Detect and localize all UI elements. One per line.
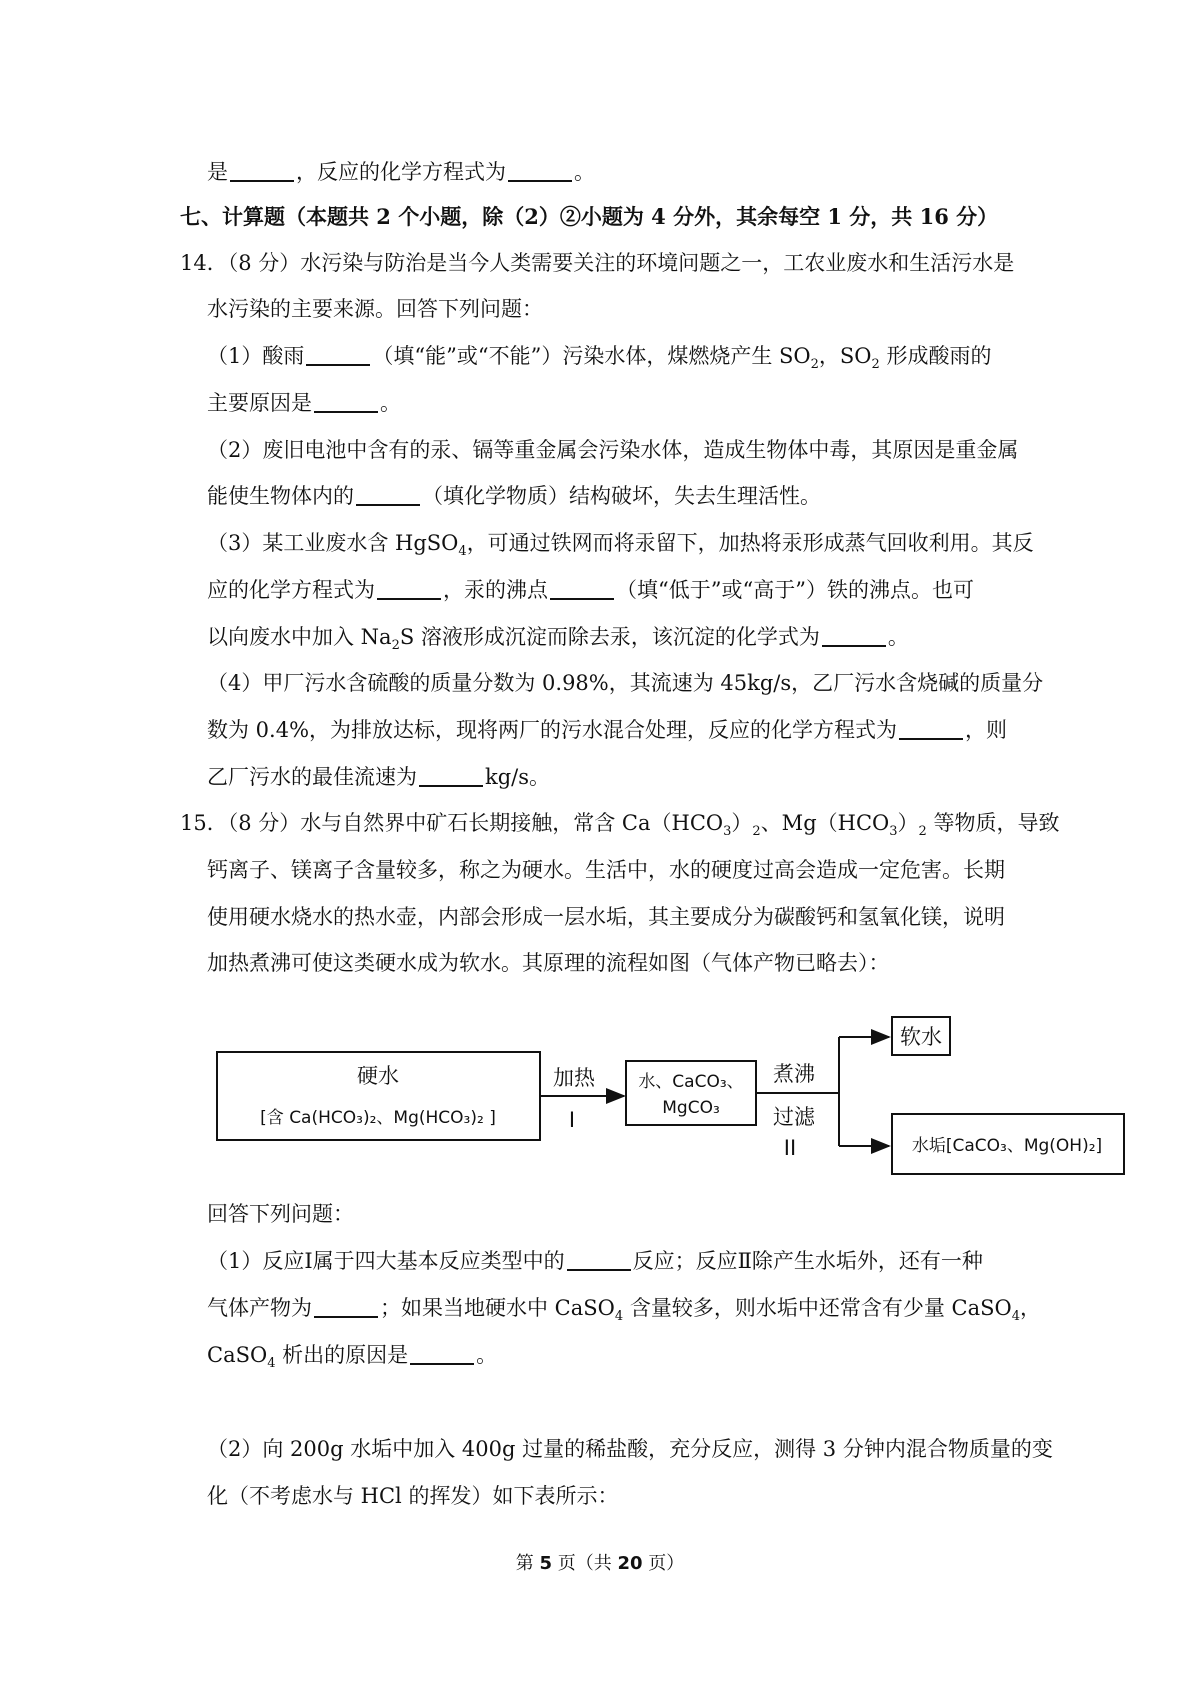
answer-blank <box>822 625 886 647</box>
text: 是 <box>207 160 228 184</box>
hard-water-box <box>217 1052 540 1140</box>
q15-intro-line2: 钙离子、镁离子含量较多，称之为硬水。生活中，水的硬度过高会造成一定危害。长期 <box>207 858 1005 882</box>
prev-question-tail <box>207 157 595 187</box>
q14-sub3-line3 <box>207 622 909 652</box>
q15-intro-line3: 使用硬水烧水的热水壶，内部会形成一层水垢，其主要成分为碳酸钙和氢氧化镁，说明 <box>207 905 1005 929</box>
q15-intro-line1 <box>180 808 1059 838</box>
q14-sub2-line1: （2）废旧电池中含有的汞、镉等重金属会污染水体，造成生物体中毒，其原因是重金属 <box>207 438 1019 462</box>
text: 。 <box>380 391 401 415</box>
subscript: 2 <box>752 824 761 839</box>
text: 、Mg（HCO <box>760 811 890 835</box>
answer-blank <box>377 578 441 600</box>
q14-sub2-line2 <box>207 481 821 511</box>
q14-sub1-line2 <box>207 388 401 418</box>
q15-sub1-line2 <box>207 1293 1041 1323</box>
text: 页（共 <box>552 1553 618 1574</box>
q15-answer-prompt: 回答下列问题： <box>207 1202 354 1226</box>
answer-blank <box>899 718 963 740</box>
answer-blank <box>314 391 378 413</box>
q15-sub1-line1 <box>207 1246 983 1276</box>
subscript: 4 <box>458 544 467 559</box>
text: ） <box>897 811 919 835</box>
text: 15．（8 分）水与自然界中矿石长期接触，常含 Ca（HCO <box>180 811 724 835</box>
q14-sub3-line2 <box>207 575 974 605</box>
subscript: 3 <box>889 824 898 839</box>
reaction-ii-label: II <box>783 1136 797 1160</box>
text: 气体产物为 <box>207 1296 312 1320</box>
hard-water-title: 硬水 <box>357 1064 399 1088</box>
text: ， <box>1019 1296 1041 1320</box>
page-number: 5 <box>539 1553 552 1574</box>
text: ，反应的化学方程式为 <box>296 160 506 184</box>
soft-water-label: 软水 <box>900 1025 942 1049</box>
text: 主要原因是 <box>207 391 312 415</box>
soft-water-box <box>892 1017 950 1055</box>
page-footer <box>0 1552 1200 1576</box>
intermediate-line2: MgCO₃ <box>662 1098 720 1118</box>
text: ） <box>731 811 753 835</box>
subscript: 2 <box>391 638 400 653</box>
text: ；如果当地硬水中 CaSO <box>380 1296 615 1320</box>
total-pages: 20 <box>617 1553 643 1574</box>
text: 形成酸雨的 <box>879 344 992 368</box>
q14-intro-line1: 14．（8 分）水污染与防治是当今人类需要关注的环境问题之一，工农业废水和生活污水是 <box>180 251 1015 275</box>
text: ，汞的沸点 <box>443 578 548 602</box>
answer-blank <box>419 765 483 787</box>
text: 。 <box>887 625 909 649</box>
answer-blank <box>306 344 370 366</box>
answer-blank <box>508 160 572 182</box>
text: （1）反应Ⅰ属于四大基本反应类型中的 <box>207 1249 565 1273</box>
text: 页） <box>642 1553 685 1574</box>
text: 乙厂污水的最佳流速为 <box>207 765 417 789</box>
text: 能使生物体内的 <box>207 484 354 508</box>
boil-label: 煮沸 <box>773 1062 815 1086</box>
text: ，则 <box>965 718 1008 742</box>
text: 等物质，导致 <box>926 811 1060 835</box>
subscript: 2 <box>871 357 880 372</box>
heating-label: 加热 <box>553 1066 595 1090</box>
intermediate-line1: 水、CaCO₃、 <box>638 1072 744 1092</box>
text: CaSO <box>207 1343 268 1367</box>
q14-sub4-line1: （4）甲厂污水含硫酸的质量分数为 0.98%，其流速为 45kg/s，乙厂污水含烧碱的质量分 <box>207 671 1044 695</box>
answer-blank <box>356 484 420 506</box>
text: 反应；反应Ⅱ除产生水垢外，还有一种 <box>632 1249 983 1273</box>
text: kg/s。 <box>485 765 551 789</box>
text: ，可通过铁网而将汞留下，加热将汞形成蒸气回收利用。其反 <box>466 531 1034 555</box>
scale-label: 水垢[CaCO₃、Mg(OH)₂] <box>911 1136 1103 1156</box>
answer-blank <box>550 578 614 600</box>
q15-sub1-line3 <box>207 1340 497 1370</box>
section-heading: 七、计算题（本题共 2 个小题，除（2）②小题为 4 分外，其余每空 1 分，共 16 分） <box>180 204 999 229</box>
answer-blank <box>410 1343 474 1365</box>
reaction-i-label: I <box>568 1108 576 1132</box>
q15-sub2-line2: 化（不考虑水与 HCl 的挥发）如下表所示： <box>207 1484 619 1508</box>
subscript: 4 <box>267 1356 276 1371</box>
text: 。 <box>574 160 595 184</box>
subscript: 3 <box>723 824 732 839</box>
intermediate-box <box>626 1061 756 1125</box>
filter-label: 过滤 <box>773 1105 815 1129</box>
q15-intro-line4: 加热煮沸可使这类硬水成为软水。其原理的流程如图（气体产物已略去）： <box>207 951 890 975</box>
text: 应的化学方程式为 <box>207 578 375 602</box>
q14-sub4-line2 <box>207 715 1007 745</box>
subscript: 4 <box>1011 1309 1020 1324</box>
text: S 溶液形成沉淀而除去汞，该沉淀的化学式为 <box>399 625 820 649</box>
text: ，SO <box>818 344 872 368</box>
q14-sub4-line3 <box>207 762 550 792</box>
subscript: 4 <box>614 1309 624 1324</box>
q15-sub2-line1: （2）向 200g 水垢中加入 400g 过量的稀盐酸，充分反应，测得 3 分钟内混合物质量的变 <box>207 1437 1053 1461</box>
text: （填化学物质）结构破坏，失去生理活性。 <box>422 484 821 508</box>
text: 。 <box>476 1343 498 1367</box>
answer-blank <box>230 160 294 182</box>
q14-intro-line2: 水污染的主要来源。回答下列问题： <box>207 297 543 321</box>
scale-box <box>892 1114 1124 1174</box>
text: （填“低于”或“高于”）铁的沸点。也可 <box>616 578 974 602</box>
text: （1）酸雨 <box>207 344 305 368</box>
hard-water-formula: [含 Ca(HCO₃)₂、Mg(HCO₃)₂ ] <box>260 1108 496 1128</box>
subscript: 2 <box>918 824 927 839</box>
text: 析出的原因是 <box>275 1343 409 1367</box>
q14-sub3-line1 <box>207 528 1034 558</box>
text: （3）某工业废水含 HgSO <box>207 531 459 555</box>
text: 以向废水中加入 Na <box>207 625 392 649</box>
answer-blank <box>567 1249 631 1271</box>
text: 含量较多，则水垢中还常含有少量 CaSO <box>623 1296 1012 1320</box>
text: （填“能”或“不能”）污染水体，煤燃烧产生 SO <box>372 344 811 368</box>
text: 数为 0.4%，为排放达标，现将两厂的污水混合处理，反应的化学方程式为 <box>207 718 898 742</box>
text: 第 <box>515 1553 540 1574</box>
subscript: 2 <box>810 357 819 372</box>
q14-sub1-line1 <box>207 341 991 371</box>
answer-blank <box>314 1296 378 1318</box>
